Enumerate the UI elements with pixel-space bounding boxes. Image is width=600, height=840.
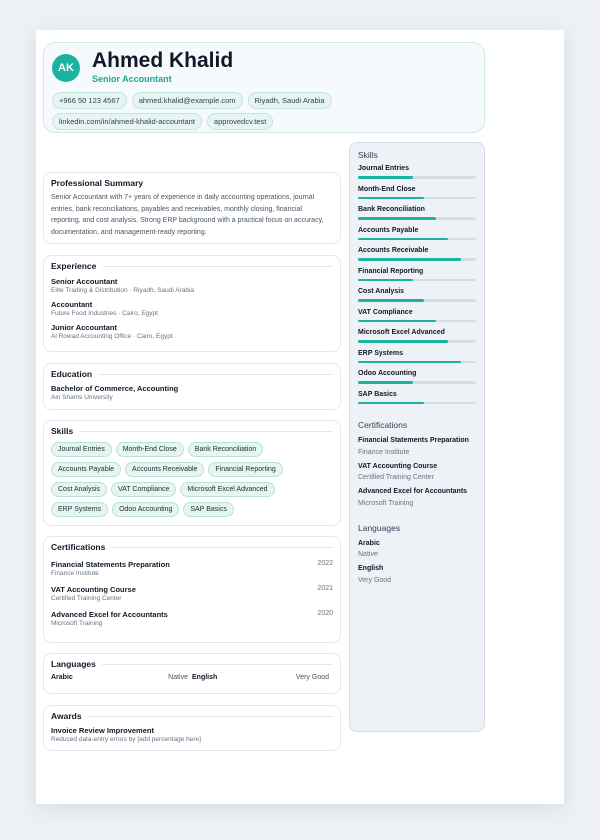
- education-item: Bachelor of Commerce, Accounting Ain Shams University: [51, 384, 179, 401]
- website-chip[interactable]: approvedcv.test: [207, 113, 273, 130]
- experience-item: Junior Accountant Al Rowad Accounting Office · Cairo, Egypt: [51, 323, 173, 340]
- skill-pill: VAT Compliance: [111, 482, 176, 497]
- email-chip[interactable]: ahmed.khalid@example.com: [132, 92, 243, 109]
- skill-level-bar: [358, 176, 476, 179]
- skill-bar-item: [358, 350, 476, 364]
- resume-header: [43, 42, 485, 133]
- sidebar-cert-item: Advanced Excel for Accountants Microsoft Training: [358, 488, 468, 507]
- skill-bar-item: [358, 165, 476, 179]
- skill-bar-label: Financial Reporting: [358, 267, 424, 275]
- skill-bar-item: [358, 268, 476, 282]
- skill-bars: [358, 165, 476, 404]
- skill-level-fill: [358, 299, 424, 302]
- skill-level-bar: [358, 197, 476, 200]
- skill-bar-label: Month-End Close: [358, 185, 416, 193]
- skill-pill: Accounts Payable: [51, 462, 121, 477]
- skill-level-bar: [358, 258, 476, 261]
- section-title: Skills: [51, 426, 333, 436]
- phone-chip[interactable]: +966 50 123 4567: [52, 92, 127, 109]
- skill-bar-item: [358, 206, 476, 220]
- certification-item: Advanced Excel for Accountants Microsoft Training 2020: [51, 610, 333, 627]
- candidate-name: Ahmed Khalid: [92, 49, 234, 72]
- section-title: Experience: [51, 261, 333, 271]
- certification-item: Financial Statements Preparation Finance Institute 2022: [51, 560, 333, 577]
- skill-level-fill: [358, 340, 448, 343]
- skill-bar-label: ERP Systems: [358, 349, 404, 357]
- language-row: [51, 674, 333, 681]
- skill-bar-label: Accounts Receivable: [358, 247, 429, 254]
- skill-bar-label: Odoo Accounting: [358, 370, 417, 377]
- skill-pill: Financial Reporting: [208, 462, 282, 477]
- location-chip: Riyadh, Saudi Arabia: [248, 92, 332, 109]
- sidebar-certifications: Certifications Financial Statements Preparation Finance Institute VAT Accounting Course Certified Training Center Advanced Excel for Accountants Microsoft Training: [358, 420, 476, 507]
- skill-level-fill: [358, 217, 436, 220]
- skills-section: [43, 420, 341, 526]
- skill-level-fill: [358, 197, 424, 200]
- sidebar-languages: Languages Arabic Native English Very Good: [358, 523, 476, 584]
- skill-level-bar: [358, 361, 476, 364]
- sidebar-cert-item: Financial Statements Preparation Finance Institute: [358, 437, 469, 456]
- certification-item: VAT Accounting Course Certified Training Center 2021: [51, 585, 333, 602]
- experience-section: [43, 255, 341, 352]
- skill-bar-item: [358, 288, 476, 302]
- skill-level-fill: [358, 320, 436, 323]
- skill-level-bar: [358, 340, 476, 343]
- skill-pill: Journal Entries: [51, 442, 112, 457]
- section-title: Professional Summary: [51, 178, 144, 188]
- skill-bar-item: [358, 309, 476, 323]
- skill-level-bar: [358, 217, 476, 220]
- summary-text: Senior Accountant with 7+ years of experience in daily accounting operations, journal entries, bank reconciliations, payables and receivables, monthly closing, financial reporting, and cost analysis. Strong ERP background with a practical focus on accuracy, documentation, and management-ready reporting.: [51, 194, 324, 236]
- sidebar-language-item: English Very Good: [358, 565, 392, 584]
- skill-pill: Accounts Receivable: [125, 462, 204, 477]
- experience-item: Accountant Future Food Industries · Cairo, Egypt: [51, 300, 158, 317]
- skill-bar-item: [358, 247, 476, 261]
- section-title: Awards: [51, 711, 333, 721]
- language-item: Arabic Native: [51, 674, 188, 681]
- skill-level-bar: [358, 402, 476, 405]
- skill-level-fill: [358, 381, 413, 384]
- sidebar-cert-item: VAT Accounting Course Certified Training Center: [358, 462, 438, 481]
- skill-level-bar: [358, 279, 476, 282]
- skill-pill: Odoo Accounting: [112, 502, 179, 517]
- education-section: [43, 363, 341, 410]
- skill-bar-label: Microsoft Excel Advanced: [358, 329, 445, 336]
- contact-chips: [52, 92, 472, 130]
- skill-bar-item: [358, 391, 476, 405]
- skill-level-fill: [358, 238, 448, 241]
- skill-bar-item: [358, 227, 476, 241]
- summary-section: [43, 172, 341, 244]
- skill-level-fill: [358, 402, 424, 405]
- candidate-role: Senior Accountant: [92, 74, 172, 84]
- award-item: Invoice Review Improvement Reduced data-entry errors by [add percentage here]: [51, 726, 201, 743]
- skill-bar-label: Journal Entries: [358, 165, 409, 172]
- skill-pills: [51, 442, 333, 517]
- experience-item: Senior Accountant Elite Trading & Distribution · Riyadh, Saudi Arabia: [51, 277, 195, 294]
- certifications-section: [43, 536, 341, 643]
- section-title: Certifications: [51, 542, 333, 552]
- section-title: Education: [51, 369, 333, 379]
- skill-pill: Bank Reconciliation: [188, 442, 263, 457]
- skill-level-bar: [358, 320, 476, 323]
- skill-level-fill: [358, 279, 413, 282]
- skill-bar-item: [358, 186, 476, 200]
- skill-bar-label: Accounts Payable: [358, 226, 419, 234]
- skill-pill: ERP Systems: [51, 502, 108, 517]
- skill-level-bar: [358, 299, 476, 302]
- skill-pill: Month-End Close: [116, 442, 184, 457]
- skill-pill: SAP Basics: [183, 502, 233, 517]
- skill-bar-item: [358, 370, 476, 384]
- linkedin-chip[interactable]: linkedin.com/in/ahmed-khalid-accountant: [52, 113, 202, 130]
- sidebar-language-item: Arabic Native: [358, 539, 380, 558]
- skill-level-fill: [358, 176, 413, 179]
- skill-level-bar: [358, 238, 476, 241]
- awards-section: [43, 705, 341, 751]
- languages-section: [43, 653, 341, 694]
- cert-year: 2022: [317, 560, 333, 567]
- sidebar-skills-title: Skills: [358, 150, 378, 160]
- language-item: English Very Good: [192, 674, 329, 681]
- skill-pill: Microsoft Excel Advanced: [180, 482, 274, 497]
- skill-level-fill: [358, 258, 461, 261]
- section-title: Languages: [51, 659, 333, 669]
- cert-year: 2020: [317, 610, 333, 617]
- skill-bar-label: Cost Analysis: [358, 288, 405, 295]
- avatar: AK: [52, 54, 80, 82]
- skill-level-bar: [358, 381, 476, 384]
- skill-bar-label: Bank Reconciliation: [358, 206, 425, 213]
- skill-bar-item: [358, 329, 476, 343]
- sidebar: [349, 142, 485, 732]
- skill-pill: Cost Analysis: [51, 482, 107, 497]
- skill-bar-label: SAP Basics: [358, 390, 397, 398]
- skill-bar-label: VAT Compliance: [358, 308, 413, 316]
- cert-year: 2021: [317, 585, 333, 592]
- skill-level-fill: [358, 361, 461, 364]
